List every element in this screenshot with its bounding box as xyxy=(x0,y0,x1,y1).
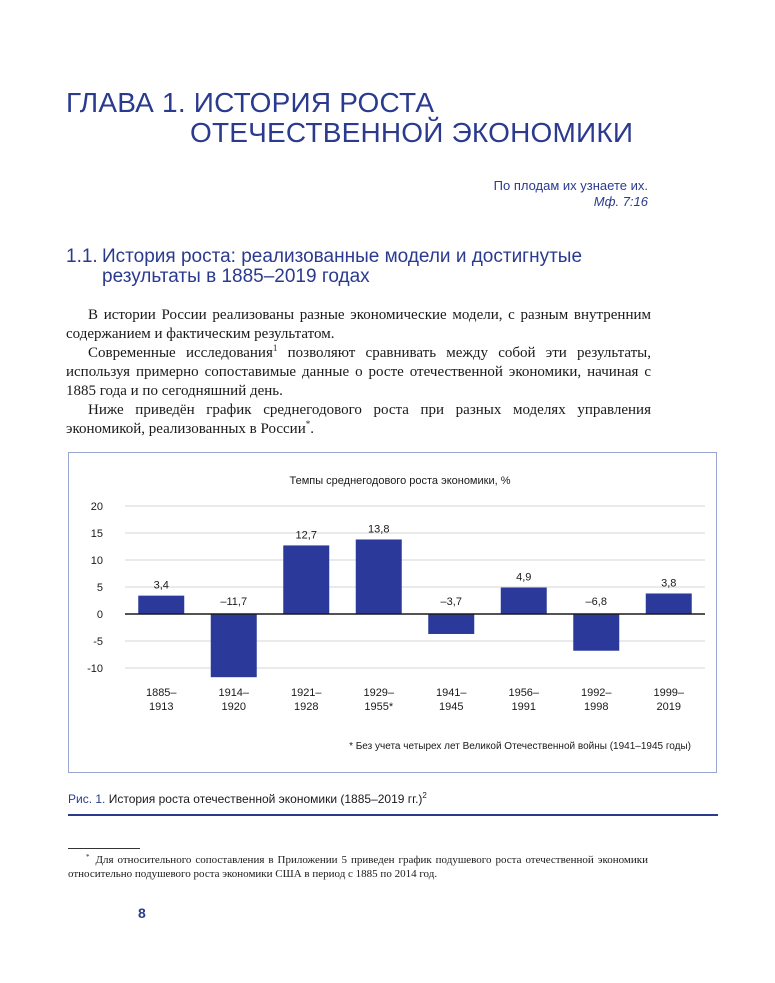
section-title: История роста: реализованные модели и достигнутые результаты в 1885–2019 годах xyxy=(102,246,583,287)
footnote-divider xyxy=(68,848,140,849)
bar-value-label: –11,7 xyxy=(220,596,248,608)
caption-label: Рис. 1. xyxy=(68,792,106,806)
bar-value-label: 4,9 xyxy=(516,571,532,584)
x-tick-label: 1928 xyxy=(294,701,319,713)
chapter-title-line2: ОТЕЧЕСТВЕННОЙ ЭКОНОМИКИ xyxy=(190,117,634,148)
x-tick-label: 1913 xyxy=(149,701,174,713)
paragraph-3-start: Ниже приведён график среднегодового роста при разных моделях управления экономикой, реализованных в России xyxy=(66,402,651,437)
figure-caption xyxy=(68,792,427,806)
section-heading xyxy=(66,247,686,287)
y-tick-label: -5 xyxy=(93,636,103,648)
body-text xyxy=(66,306,651,439)
chart-title: Темпы среднегодового роста экономики, % xyxy=(289,475,511,487)
footnote xyxy=(68,853,648,881)
x-tick-label: 1920 xyxy=(221,701,246,713)
epigraph-reference: Мф. 7:16 xyxy=(593,194,648,209)
y-tick-label: 5 xyxy=(96,582,103,594)
x-tick-label: 1929– xyxy=(363,687,395,699)
paragraph-2-start: Современные исследования xyxy=(88,345,273,361)
x-tick-label: 1998 xyxy=(584,701,609,713)
epigraph-text: По плодам их узнаете их. xyxy=(493,178,648,193)
section-number: 1.1. xyxy=(66,246,98,267)
y-tick-label: 10 xyxy=(90,555,103,567)
chart-container xyxy=(68,452,717,773)
bar-value-label: 3,4 xyxy=(153,579,169,592)
bar xyxy=(646,593,692,614)
page-number: 8 xyxy=(138,905,146,921)
footnote-ref-1[interactable]: 1 xyxy=(272,343,278,353)
caption-footnote-ref[interactable]: 2 xyxy=(422,791,427,800)
chapter-heading xyxy=(66,88,633,148)
chapter-title-line1: ГЛАВА 1. ИСТОРИЯ РОСТА xyxy=(66,87,435,118)
y-tick-label: 20 xyxy=(90,501,103,513)
footnote-text: Для относительного сопоставления в Приложении 5 приведен график подушевого роста отечественной экономики относительно подушевого роста экономики США в период с 1885 по 2014 год. xyxy=(68,854,648,880)
x-tick-label: 1991 xyxy=(511,701,536,713)
x-tick-label: 1941– xyxy=(435,687,467,699)
growth-bar-chart xyxy=(69,453,716,772)
bar xyxy=(138,596,184,614)
bar-value-label: 12,7 xyxy=(295,529,317,542)
bar xyxy=(356,539,402,614)
caption-divider xyxy=(68,814,718,816)
x-tick-label: 1885– xyxy=(145,687,177,699)
bar-value-label: –6,8 xyxy=(585,596,607,608)
footnote-mark: * xyxy=(86,853,90,861)
x-tick-label: 2019 xyxy=(656,701,681,713)
y-tick-label: -10 xyxy=(87,663,103,675)
caption-text: История роста отечественной экономики (1885–2019 гг.) xyxy=(105,792,423,806)
chart-note: * Без учета четырех лет Великой Отечественной войны (1941–1945 годы) xyxy=(349,741,691,752)
bar xyxy=(573,614,619,651)
paragraph-1: В истории России реализованы разные экономические модели, с разным внутренним содержанием и фактическим результатом. xyxy=(66,307,651,342)
bar xyxy=(283,545,329,614)
footnote-ref-star[interactable]: * xyxy=(305,419,311,429)
bar-value-label: –3,7 xyxy=(440,596,462,608)
y-tick-label: 0 xyxy=(96,609,103,621)
x-tick-label: 1955* xyxy=(364,701,394,713)
x-tick-label: 1914– xyxy=(218,687,250,699)
y-tick-label: 15 xyxy=(90,528,103,540)
x-tick-label: 1956– xyxy=(508,687,540,699)
paragraph-3 xyxy=(66,401,651,439)
x-tick-label: 1999– xyxy=(653,687,685,699)
paragraph-2 xyxy=(66,344,651,401)
x-tick-label: 1921– xyxy=(290,687,322,699)
bar-value-label: 3,8 xyxy=(661,577,677,590)
bar xyxy=(428,614,474,634)
paragraph-2-end: позволяют сравнивать между собой эти результаты, используя примерно сопоставимые данные о росте отечественной экономики, начиная с 1885 года и по сегодняшний день. xyxy=(66,345,651,399)
x-tick-label: 1992– xyxy=(580,687,612,699)
paragraph-3-end: . xyxy=(310,421,314,437)
bar-value-label: 13,8 xyxy=(368,523,390,536)
x-tick-label: 1945 xyxy=(439,701,464,713)
bar xyxy=(501,588,547,614)
epigraph xyxy=(494,178,648,210)
bar xyxy=(211,614,257,677)
